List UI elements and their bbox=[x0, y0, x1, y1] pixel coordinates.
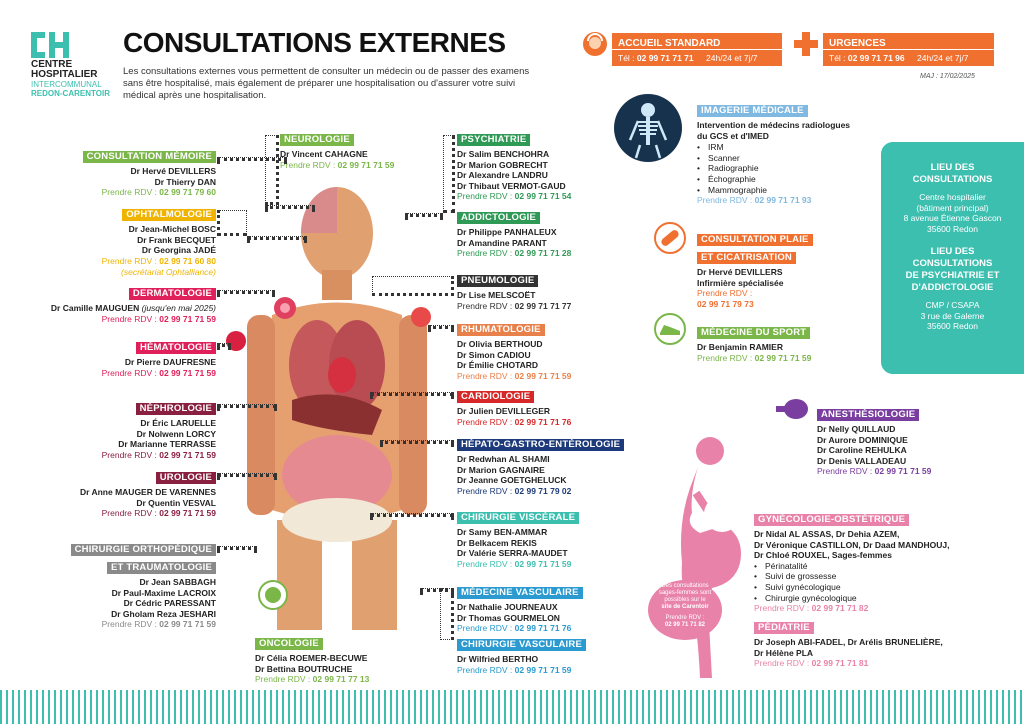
medvasc-title: MÉDECINE VASCULAIRE bbox=[457, 587, 583, 599]
pedia-doctor: Dr Joseph ABI-FADEL, Dr Arélis BRUNELIÈRE, bbox=[754, 637, 943, 647]
urgences-header bbox=[823, 33, 994, 49]
section-pediatrie bbox=[754, 617, 1019, 669]
ortho-doctor: Dr Cédric PARESSANT bbox=[123, 598, 216, 609]
neuro-doctor: Dr Vincent CAHAGNE bbox=[280, 149, 368, 159]
location-address: (bâtiment principal) bbox=[916, 202, 989, 213]
derma-title: DERMATOLOGIE bbox=[129, 288, 216, 300]
ophta-title: OPHTALMOLOGIE bbox=[122, 209, 216, 221]
section-rhumatologie bbox=[457, 319, 632, 382]
imagerie-title: IMAGERIE MÉDICALE bbox=[697, 105, 808, 117]
psy-doctor: Dr Marion GOBRECHT bbox=[457, 159, 548, 170]
imagerie-sub: Intervention de médecins radiologues bbox=[697, 120, 851, 130]
section-anesthesiologie bbox=[817, 404, 997, 477]
addicto-doctor: Dr Amandine PARANT bbox=[457, 237, 547, 248]
section-med-vasculaire bbox=[457, 582, 632, 634]
gyneco-item: • Chirurgie gynécologique bbox=[754, 593, 1019, 604]
location-title: CONSULTATIONS bbox=[912, 174, 993, 185]
logo-ch-icon bbox=[31, 30, 75, 60]
urgences-tel: 02 99 71 71 96 bbox=[847, 53, 905, 63]
uro-doctor: Dr Quentin VESVAL bbox=[136, 497, 216, 508]
rdv-label: Prendre RDV : bbox=[101, 619, 157, 630]
hemato-tel: 02 99 71 71 59 bbox=[159, 367, 216, 378]
phone-person-icon bbox=[582, 31, 608, 57]
ortho-title: CHIRURGIE ORTHOPÉDIQUE bbox=[71, 544, 216, 556]
connector-line bbox=[370, 392, 454, 396]
imagerie-item: • IRM bbox=[697, 142, 877, 153]
connector-line bbox=[217, 546, 257, 550]
anesth-doctor: Dr Nelly QUILLAUD bbox=[817, 424, 896, 434]
nephro-tel: 02 99 71 71 59 bbox=[159, 449, 216, 460]
section-urologie bbox=[20, 467, 216, 519]
connector-line bbox=[372, 276, 454, 296]
ophta-tel: 02 99 71 60 80 bbox=[159, 255, 216, 266]
rhumato-doctor: Dr Olivia BERTHOUD bbox=[457, 339, 543, 349]
rdv-label: Prendre RDV : bbox=[817, 466, 873, 477]
sport-tel: 02 99 71 71 59 bbox=[754, 352, 812, 363]
sagesf-tel: 02 99 71 71 82 bbox=[664, 622, 706, 628]
pneumo-doctor: Dr Lise MELSCOËT bbox=[457, 290, 536, 300]
accueil-tel-prefix: Tél : bbox=[618, 53, 635, 63]
rdv-label: Prendre RDV : bbox=[697, 195, 753, 206]
sport-title: MÉDECINE DU SPORT bbox=[697, 327, 810, 339]
page-title: CONSULTATIONS EXTERNES bbox=[123, 27, 506, 58]
visc-doctor: Dr Samy BEN-AMMAR bbox=[457, 527, 548, 537]
rdv-label: Prendre RDV : bbox=[457, 300, 513, 311]
location-address: 8 avenue Étienne Gascon bbox=[903, 213, 1002, 223]
rdv-label: Prendre RDV : bbox=[101, 313, 157, 324]
rhumato-doctor: Dr Émilie CHOTARD bbox=[457, 360, 539, 371]
footer-stripes bbox=[0, 690, 1024, 724]
intro-text: Les consultations externes vous permettent de consulter un médecin ou de passer des examens sans être hospitalisé, mais également de préparer une hospitalisation ou d'assurer votre suivi médical après une hospitalisation. bbox=[123, 66, 530, 101]
hepato-doctor: Dr Marion GAGNAIRE bbox=[457, 464, 545, 475]
connector-line bbox=[428, 325, 454, 329]
logo-line4: REDON-CARENTOIR bbox=[31, 89, 110, 98]
gyneco-list bbox=[754, 561, 1019, 603]
visc-doctor: Dr Belkacem REKIS bbox=[457, 537, 537, 548]
connector-line bbox=[380, 440, 454, 444]
memoire-doctor: Dr Thierry DAN bbox=[154, 176, 216, 187]
visc-tel: 02 99 71 71 59 bbox=[514, 558, 572, 569]
section-nephrologie bbox=[20, 398, 216, 461]
logo-line1: CENTRE bbox=[31, 59, 73, 70]
derma-tel: 02 99 71 71 59 bbox=[159, 313, 216, 324]
sagesf-text: site de Carentoir bbox=[661, 604, 709, 610]
sagesf-text: sages-femmes sont bbox=[658, 590, 712, 596]
rdv-label: Prendre RDV : bbox=[457, 558, 513, 569]
visc-title: CHIRURGIE VISCÉRALE bbox=[457, 512, 579, 524]
imagerie-list bbox=[697, 142, 877, 195]
rdv-label: Prendre RDV : bbox=[457, 248, 513, 259]
anesth-doctor: Dr Aurore DOMINIQUE bbox=[817, 434, 908, 445]
update-date: MAJ : 17/02/2025 bbox=[920, 73, 975, 80]
chirvasc-title: CHIRURGIE VASCULAIRE bbox=[457, 639, 586, 651]
section-memoire bbox=[20, 146, 216, 198]
rdv-label: Prendre RDV : bbox=[457, 370, 513, 381]
rdv-label: Prendre RDV : bbox=[457, 623, 513, 634]
pedia-tel: 02 99 71 71 81 bbox=[811, 658, 869, 669]
accueil-phone-row bbox=[612, 50, 782, 66]
location-address: Centre hospitalier bbox=[919, 192, 986, 202]
sport-doctor: Dr Benjamin RAMIER bbox=[697, 342, 783, 352]
pneumo-tel: 02 99 71 71 77 bbox=[514, 300, 572, 311]
urgences-hours: 24h/24 et 7j/7 bbox=[917, 53, 969, 63]
location-address: 35600 Redon bbox=[926, 223, 979, 234]
chirvasc-doctor: Dr Wilfried BERTHO bbox=[457, 654, 539, 664]
accueil-hours: 24h/24 et 7j/7 bbox=[706, 53, 758, 63]
location-panel bbox=[881, 142, 1024, 374]
onco-doctor: Dr Bettina BOUTRUCHE bbox=[255, 663, 353, 674]
imagerie-tel: 02 99 71 71 93 bbox=[754, 195, 812, 206]
accueil-header bbox=[612, 33, 782, 49]
pedia-doctor: Dr Hélène PLA bbox=[754, 647, 814, 658]
connector-line bbox=[217, 343, 231, 347]
anesthesia-mask-icon bbox=[776, 397, 810, 421]
anesth-doctor: Dr Caroline REHULKA bbox=[817, 445, 907, 456]
location-title: LIEU DES bbox=[930, 162, 975, 173]
rdv-label: Prendre RDV : bbox=[697, 288, 753, 299]
logo-line3: INTERCOMMUNAL bbox=[31, 80, 102, 89]
cardio-title: CARDIOLOGIE bbox=[457, 391, 534, 403]
gyneco-doctor: Dr Nidal AL ASSAS, Dr Dehia AZEM, bbox=[754, 529, 900, 539]
ophta-doctor: Dr Georgina JADÉ bbox=[141, 245, 216, 256]
nephro-doctor: Dr Éric LARUELLE bbox=[140, 418, 216, 428]
section-dermatologie bbox=[20, 283, 216, 325]
section-oncologie bbox=[255, 633, 435, 685]
plaie-doctor: Dr Hervé DEVILLERS bbox=[697, 267, 783, 277]
bandage-icon bbox=[654, 222, 686, 254]
plaie-title: ET CICATRISATION bbox=[697, 252, 796, 264]
memoire-title: CONSULTATION MÉMOIRE bbox=[83, 151, 216, 163]
gyneco-doctor: Dr Véronique CASTILLON, Dr Daad MANDHOUJ, bbox=[754, 539, 950, 550]
rdv-label: Prendre RDV : bbox=[457, 664, 513, 675]
rdv-label: Prendre RDV : bbox=[754, 658, 810, 669]
derma-note: (jusqu'en mai 2025) bbox=[141, 303, 216, 313]
connector-line bbox=[217, 404, 277, 408]
gyneco-doctor: Dr Chloé ROUXEL, Sages-femmes bbox=[754, 550, 892, 561]
rdv-label: Prendre RDV : bbox=[101, 255, 157, 266]
connector-line bbox=[440, 588, 454, 640]
uro-tel: 02 99 71 71 59 bbox=[159, 508, 216, 519]
section-chir-viscerale bbox=[457, 507, 632, 570]
ortho-title: ET TRAUMATOLOGIE bbox=[107, 562, 216, 574]
section-orthopedie bbox=[20, 539, 216, 630]
section-pneumologie bbox=[457, 270, 632, 312]
sagesf-text: Des consultations bbox=[661, 583, 709, 589]
connector-line bbox=[217, 210, 247, 236]
section-plaie bbox=[697, 229, 877, 310]
medvasc-doctor: Dr Thomas GOURMELON bbox=[457, 612, 560, 623]
accueil-tel: 02 99 71 71 71 bbox=[636, 53, 694, 63]
psy-title: PSYCHIATRIE bbox=[457, 134, 530, 146]
connector-line bbox=[247, 236, 307, 240]
location-title: DE PSYCHIATRIE ET bbox=[905, 270, 1000, 281]
fetus-circle bbox=[704, 496, 740, 532]
addicto-title: ADDICTOLOGIE bbox=[457, 212, 540, 224]
rdv-label: Prendre RDV : bbox=[457, 485, 513, 496]
section-ophtalmologie bbox=[20, 204, 216, 278]
nephro-doctor: Dr Marianne TERRASSE bbox=[118, 439, 216, 450]
virus-icon bbox=[258, 580, 288, 610]
ortho-doctor: Dr Paul-Maxime LACROIX bbox=[111, 587, 216, 598]
derma-doctor: Dr Camille MAUGUEN bbox=[50, 303, 140, 313]
connector-line bbox=[265, 135, 279, 205]
rdv-label: Prendre RDV : bbox=[754, 603, 810, 614]
medvasc-tel: 02 99 71 71 76 bbox=[514, 623, 572, 634]
onco-title: ONCOLOGIE bbox=[255, 638, 323, 650]
cardio-doctor: Dr Julien DEVILLEGER bbox=[457, 406, 551, 416]
connector-line bbox=[405, 213, 443, 217]
onco-tel: 02 99 71 77 13 bbox=[312, 674, 370, 685]
connector-line bbox=[217, 290, 275, 294]
nephro-doctor: Dr Nolwenn LORCY bbox=[136, 428, 216, 439]
location-address: 3 rue de Galerne bbox=[920, 310, 985, 321]
section-sport bbox=[697, 322, 877, 364]
urgences-tel-prefix: Tél : bbox=[829, 53, 846, 63]
hepato-doctor: Dr Redwhan AL SHAMI bbox=[457, 454, 550, 464]
connector-line bbox=[265, 205, 315, 209]
location-title: D'ADDICTOLOGIE bbox=[911, 282, 994, 293]
ophta-note: (secrétariat Ophtalliance) bbox=[121, 266, 216, 277]
visc-doctor: Dr Valérie SERRA-MAUDET bbox=[457, 548, 568, 559]
rdv-label: Prendre RDV : bbox=[101, 187, 157, 198]
section-psychiatrie bbox=[457, 129, 632, 202]
location-title: LIEU DES bbox=[930, 246, 975, 257]
rhumato-tel: 02 99 71 71 59 bbox=[514, 370, 572, 381]
ortho-doctor: Dr Jean SABBAGH bbox=[139, 577, 216, 587]
sneaker-icon bbox=[654, 313, 686, 345]
sagesf-rdv: Prendre RDV : bbox=[665, 615, 705, 621]
hepato-tel: 02 99 71 79 02 bbox=[514, 485, 572, 496]
section-addictologie bbox=[457, 207, 632, 259]
hemato-doctor: Dr Pierre DAUFRESNE bbox=[124, 357, 216, 367]
cell-icon bbox=[273, 296, 297, 320]
addicto-tel: 02 99 71 71 28 bbox=[514, 248, 572, 259]
psy-doctor: Dr Alexandre LANDRU bbox=[457, 170, 548, 181]
sagesfemmes-bubble bbox=[648, 580, 722, 640]
uro-title: UROLOGIE bbox=[156, 472, 216, 484]
section-chir-vasculaire bbox=[457, 634, 632, 676]
urgences-phone-row bbox=[823, 50, 994, 66]
memoire-tel: 02 99 71 79 60 bbox=[159, 187, 216, 198]
neuro-tel: 02 99 71 71 59 bbox=[337, 159, 395, 170]
section-gynecologie bbox=[754, 509, 1019, 614]
imagerie-item: • Mammographie bbox=[697, 185, 877, 196]
rhumato-title: RHUMATOLOGIE bbox=[457, 324, 545, 336]
section-neurologie bbox=[280, 129, 440, 171]
rdv-label: Prendre RDV : bbox=[697, 352, 753, 363]
anatomy-illustration bbox=[232, 175, 442, 630]
imagerie-sub: du GCS et d'IMED bbox=[697, 130, 769, 141]
section-hepato bbox=[457, 434, 637, 497]
ophta-doctor: Dr Frank BECQUET bbox=[137, 234, 216, 245]
addicto-doctor: Dr Philippe PANHALEUX bbox=[457, 227, 557, 237]
rdv-label: Prendre RDV : bbox=[101, 449, 157, 460]
urgences-label: URGENCES bbox=[829, 38, 886, 49]
anesth-doctor: Dr Denis VALLADEAU bbox=[817, 455, 907, 466]
connector-line bbox=[443, 135, 455, 213]
section-imagerie bbox=[697, 100, 877, 206]
skeleton-xray-icon bbox=[614, 94, 682, 162]
imagerie-item: • Radiographie bbox=[697, 163, 877, 174]
gyneco-tel: 02 99 71 71 82 bbox=[811, 603, 869, 614]
section-cardiologie bbox=[457, 386, 632, 428]
pregnant-woman-icon bbox=[640, 433, 750, 683]
rdv-label: Prendre RDV : bbox=[280, 159, 336, 170]
location-title: CONSULTATIONS bbox=[912, 258, 993, 269]
gyneco-item: • Périnatalité bbox=[754, 561, 1019, 572]
psy-doctor: Dr Salim BENCHOHRA bbox=[457, 149, 550, 159]
psy-tel: 02 99 71 71 54 bbox=[514, 191, 572, 202]
section-hematologie bbox=[20, 337, 216, 379]
rdv-label: Prendre RDV : bbox=[101, 367, 157, 378]
blood-cell-icon bbox=[225, 330, 247, 352]
location-address: 35600 Redon bbox=[926, 321, 979, 331]
neuro-title: NEUROLOGIE bbox=[280, 134, 354, 146]
plaie-tel: 02 99 71 79 73 bbox=[697, 299, 754, 310]
hepato-title: HÉPATO-GASTRO-ENTÉROLOGIE bbox=[457, 439, 624, 451]
rdv-label: Prendre RDV : bbox=[255, 674, 311, 685]
gyneco-item: • Suivi de grossesse bbox=[754, 571, 1019, 582]
connector-line bbox=[217, 473, 277, 477]
rdv-label: Prendre RDV : bbox=[457, 416, 513, 427]
rdv-label: Prendre RDV : bbox=[457, 191, 513, 202]
plaie-doctor: Infirmière spécialisée bbox=[697, 277, 784, 288]
anesth-title: ANESTHÉSIOLOGIE bbox=[817, 409, 919, 421]
pneumo-title: PNEUMOLOGIE bbox=[457, 275, 538, 287]
ortho-tel: 02 99 71 71 59 bbox=[159, 619, 216, 630]
connector-line bbox=[370, 513, 454, 517]
onco-doctor: Dr Célia ROEMER-BECUWE bbox=[255, 653, 368, 663]
anesth-tel: 02 99 71 71 59 bbox=[874, 466, 932, 477]
ortho-doctor: Dr Gholam Reza JESHARI bbox=[111, 608, 216, 619]
rdv-label: Prendre RDV : bbox=[101, 508, 157, 519]
nephro-title: NÉPHROLOGIE bbox=[136, 403, 216, 415]
cross-icon bbox=[793, 31, 819, 57]
pedia-title: PÉDIATRIE bbox=[754, 622, 814, 634]
sagesf-text: possibles sur le bbox=[664, 597, 706, 603]
accueil-label: ACCUEIL STANDARD bbox=[618, 38, 721, 49]
memoire-doctor: Dr Hervé DEVILLERS bbox=[130, 166, 216, 176]
cardio-tel: 02 99 71 71 76 bbox=[514, 416, 572, 427]
medvasc-doctor: Dr Nathalie JOURNEAUX bbox=[457, 602, 558, 612]
hepato-doctor: Dr Jeanne GOETGHELUCK bbox=[457, 475, 567, 486]
uro-doctor: Dr Anne MAUGER DE VARENNES bbox=[79, 487, 216, 497]
logo-line2: HOSPITALIER bbox=[31, 69, 98, 80]
gyneco-title: GYNÉCOLOGIE-OBSTÉTRIQUE bbox=[754, 514, 909, 526]
psy-doctor: Dr Thibaut VERMOT-GAUD bbox=[457, 180, 566, 191]
location-address: CMP / CSAPA bbox=[925, 300, 980, 310]
ophta-doctor: Dr Jean-Michel BOSC bbox=[128, 224, 216, 234]
imagerie-item: • Échographie bbox=[697, 174, 877, 185]
rhumato-doctor: Dr Simon CADIOU bbox=[457, 349, 531, 360]
chirvasc-tel: 02 99 71 71 59 bbox=[514, 664, 572, 675]
imagerie-item: • Scanner bbox=[697, 153, 877, 164]
hemato-title: HÉMATOLOGIE bbox=[136, 342, 216, 354]
plaie-title: CONSULTATION PLAIE bbox=[697, 234, 813, 246]
gyneco-item: • Suivi gynécologique bbox=[754, 582, 1019, 593]
